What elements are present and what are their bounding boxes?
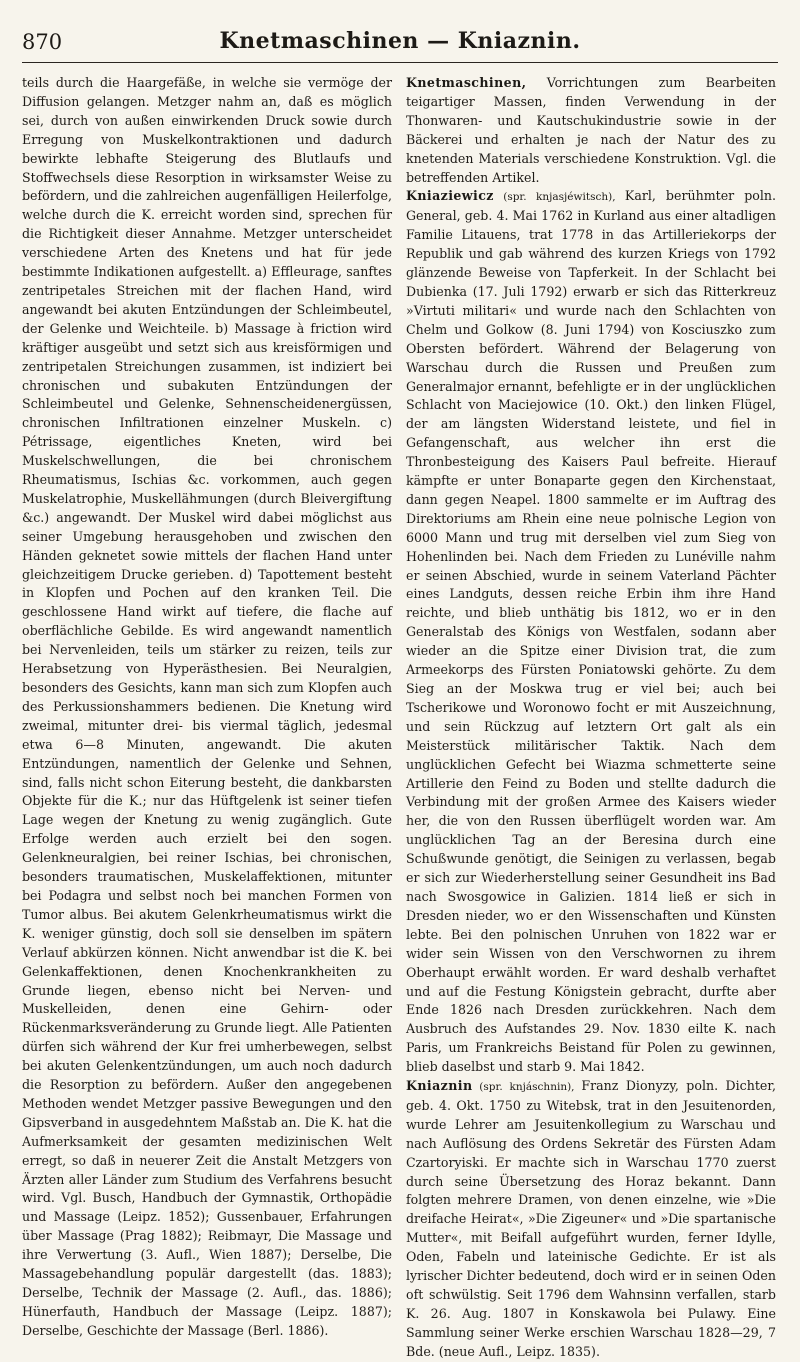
entry-headword: Knetmaschinen, [406, 75, 527, 90]
massage-article-text: teils durch die Haargefäße, in welche sie vermöge der Diffusion gelangen. Metzger nahm an, daß es möglich sei, durch von außen einwirkenden Druck sowie durch Erregung von Muskelkontraktionen und dadurch bewirkte lebhafte Steigerung des Blutlaufs und Stoffwechsels diese Resorption in wirksamster Weise zu befördern, und die zahlreichen augenfälligen Heilerfolge, welche durch die K. erreicht worden sind, sprechen für die Richtigkeit dieser Annahme. Metzger unterscheidet verschiedene Arten des Knetens und hat für jede bestimmte Indikationen aufgestellt. a) Effleurage, sanftes zentripetales Streichen mit der flachen Hand, wird angewandt bei akuten Entzündungen der Schleimbeutel, der Gelenke und Weichteile. b) Massage à friction wird kräftiger ausgeübt und setzt sich aus kreisförmigen und zentripetalen Streichungen zusammen, ist indiziert bei chronischen und subakuten Entzündungen der Schleimbeutel und Gelenke, Sehnenscheidenergüssen, chronischen Infiltrationen einzelner Muskeln. c) Pétrissage, eigentliches Kneten, wird bei Muskelschwellungen, die bei chronischem Rheumatismus, Ischias &c. vorkommen, auch gegen Muskelatrophie, Muskellähmungen (durch Bleivergiftung &c.) angewandt. Der Muskel wird dabei möglichst aus seiner Umgebung herausgehoben und zwischen den Händen geknetet sowie mittels der flachen Hand unter gleichzeitigem Drucke gerieben. d) Tapottement besteht in Klopfen und Pochen auf den kranken Teil. Die geschlossene Hand wirkt auf tiefere, die flache auf oberflächliche Gebilde. Es wird angewandt namentlich bei Nervenleiden, teils um stärker zu reizen, teils zur Herabsetzung von Hyperästhesien. Bei Neuralgien, besonders des Gesichts, kann man sich zum Klopfen auch des Perkussionshammers bedienen. Die Knetung wird zweimal, mitunter drei- bis viermal täglich, jedesmal etwa 6—8 Minuten, angewandt. Die akuten Entzündungen, namentlich der Gelenke und Sehnen, sind, falls nicht schon Eiterung besteht, die dankbarsten Objekte für die K.; nur das Hüftgelenk ist seiner tiefen Lage wegen der Knetung zu wenig zugänglich. Gute Erfolge werden auch erzielt bei den sogen. Gelenkneuralgien, bei reiner Ischias, bei chronischen, besonders traumatischen, Muskelaffektionen, mitunter bei Podagra und selbst noch bei manchen Formen von Tumor albus. Bei akutem Gelenkrheumatismus wirkt die K. weniger günstig, doch soll sie denselben im spätern Verlauf abkürzen können. Nicht anwendbar ist die K. bei Gelenkaffektionen, denen Knochenkrankheiten zu Grunde liegen, ebenso nicht bei Nerven- und Muskelleiden, denen eine Gehirn- oder Rückenmarksveränderung zu Grunde liegt. Alle Patienten dürfen sich während der Kur frei umherbewegen, selbst bei akuten Gelenkentzündungen, um auch noch dadurch die Resorption zu befördern. Außer den angegebenen Methoden wendet Metzger passive Bewegungen und den Gipsverband in ausgedehntem Maßstab an. Die K. hat die Aufmerksamkeit der gesamten medizinischen Welt erregt, so daß in neuerer Zeit die Anstalt Metzgers von Ärzten aller Länder zum Studium des Verfahrens besucht wird. Vgl. Busch, Handbuch der Gymnastik, Orthopädie und Massage (Leipz. 1852); Gussenbauer, Erfahrungen über Massage (Prag 1882); Reibmayr, Die Massage und ihre Verwertung (3. Aufl., Wien 1887); Derselbe, Die Massagebehandlung populär dargestellt (das. 1883); Derselbe, Technik der Massage (2. Aufl., das. 1886); Hünerfauth, Handbuch der Massage (Leipz. 1887); Derselbe, Geschichte der Massage (Berl. 1886). [22, 75, 392, 1338]
entry-kniaziewicz [406, 187, 776, 1077]
entry-text: Franz Dionyzy, poln. Dichter, geb. 4. Okt. 1750 zu Witebsk, trat in den Jesuitenorden, wurde Lehrer am Jesuitenkollegium zu Warschau und nach Auflösung des Ordens Sekretär des Fürsten Adam Czartoryiski. Er machte sich in Warschau 1770 zuerst durch seine Übersetzung des Horaz bekannt. Dann folgten mehrere Dramen, von denen einzelne, wie »Die dreifache Heirat«, »Die Zigeuner« und »Die spartanische Mutter«, mit Beifall aufgeführt wurden, ferner Idylle, Oden, Fabeln und lateinische Gedichte. Er ist als lyrischer Dichter bedeutend, doch wird er in seinen Oden oft schwülstig. Seit 1796 dem Wahnsinn verfallen, starb K. 26. Aug. 1807 in Konskawola bei Pulawy. Eine Sammlung seiner Werke erschien Warschau 1828—29, 7 Bde. (neue Aufl., Leipz. 1835). [406, 1078, 776, 1359]
entry-text: Vorrichtungen zum Bearbeiten teigartiger Massen, finden Verwendung in der Thonwaren- und Kautschukindustrie sowie in der Bäckerei und erhalten je nach der Natur des zu knetenden Materials verschiedene Konstruktion. Vgl. die betreffenden Artikel. [406, 75, 776, 185]
entry-pronunciation: (spr. knjasjéwitsch), [493, 191, 625, 204]
left-column [22, 74, 392, 1338]
page-header [22, 18, 778, 60]
running-title: Knetmaschinen — Kniaznin. [219, 28, 581, 54]
entry-headword: Kniaziewicz [406, 188, 494, 204]
entry-knetmaschinen [406, 74, 776, 187]
entry-text: Karl, berühmter poln. General, geb. 4. Mai 1762 in Kurland aus einer altadligen Familie Litauens, trat 1778 in das Artilleriekorps der Republik und gab während des kurzen Kriegs von 1792 glänzende Beweise von Tapferkeit. In der Schlacht bei Dubienka (17. Juli 1792) erwarb er sich das Ritterkreuz »Virtuti militari« und wurde nach den Schlachten von Chelm und Golkow (8. Juni 1794) von Kosciuszko zum Obersten befördert. Während der Belagerung von Warschau durch die Russen und Preußen zum Generalmajor ernannt, befehligte er in der unglücklichen Schlacht von Maciejowice (10. Okt.) den linken Flügel, der am längsten Widerstand leistete, und fiel in Gefangenschaft, aus welcher ihn erst die Thronbesteigung des Kaisers Paul befreite. Hierauf kämpfte er unter Bonaparte gegen den Kirchenstaat, dann gegen Neapel. 1800 sammelte er im Auftrag des Direktoriums am Rhein eine neue polnische Legion von 6000 Mann und trug mit derselben viel zum Sieg von Hohenlinden bei. Nach dem Frieden zu Lunéville nahm er seinen Abschied, wurde in seinem Vaterland Pächter eines Landguts, dessen reiche Erbin ihm ihre Hand reichte, und blieb unthätig bis 1812, wo er in den Generalstab des Königs von Westfalen, sodann aber wieder an die Spitze einer Division trat, die zum Armeekorps des Fürsten Poniatowski gehörte. Zu dem Sieg an der Moskwa trug er viel bei; auch bei Tscherikowe und Woronowo focht er mit Auszeichnung, und sein Rückzug auf letztern Ort galt als ein Meisterstück militärischer Taktik. Nach dem unglücklichen Gefecht bei Wiazma schmetterte seine Artillerie den Feind zu Boden und stellte dadurch die Verbindung mit der großen Armee des Kaisers wieder her, die von den Russen überflügelt worden war. Am unglücklichen Tag an der Beresina durch eine Schußwunde genötigt, die Seinigen zu verlassen, begab er sich zur Wiederherstellung seiner Gesundheit ins Bad nach Swosgowice in Galizien. 1814 ließ er sich in Dresden nieder, wo er den Wissenschaften und Künsten lebte. Bei den polnischen Unruhen von 1822 war er wider sein Wissen von den Verschwornen zu ihrem Oberhaupt erwählt worden. Er ward deshalb verhaftet und auf die Festung Königstein gebracht, durfte aber Ende 1826 nach Dresden zurückkehren. Nach dem Ausbruch des Aufstandes 29. Nov. 1830 eilte K. nach Paris, um Frankreichs Beistand für Polen zu gewinnen, blieb daselbst und starb 9. Mai 1842. [406, 188, 776, 1075]
header-rule [22, 62, 778, 63]
page-number: 870 [22, 30, 63, 54]
right-column [406, 74, 776, 1359]
entry-pronunciation: (spr. knjáschnin), [472, 1081, 582, 1094]
entry-headword: Kniaznin [406, 1078, 473, 1094]
entry-kniaznin [406, 1077, 776, 1362]
